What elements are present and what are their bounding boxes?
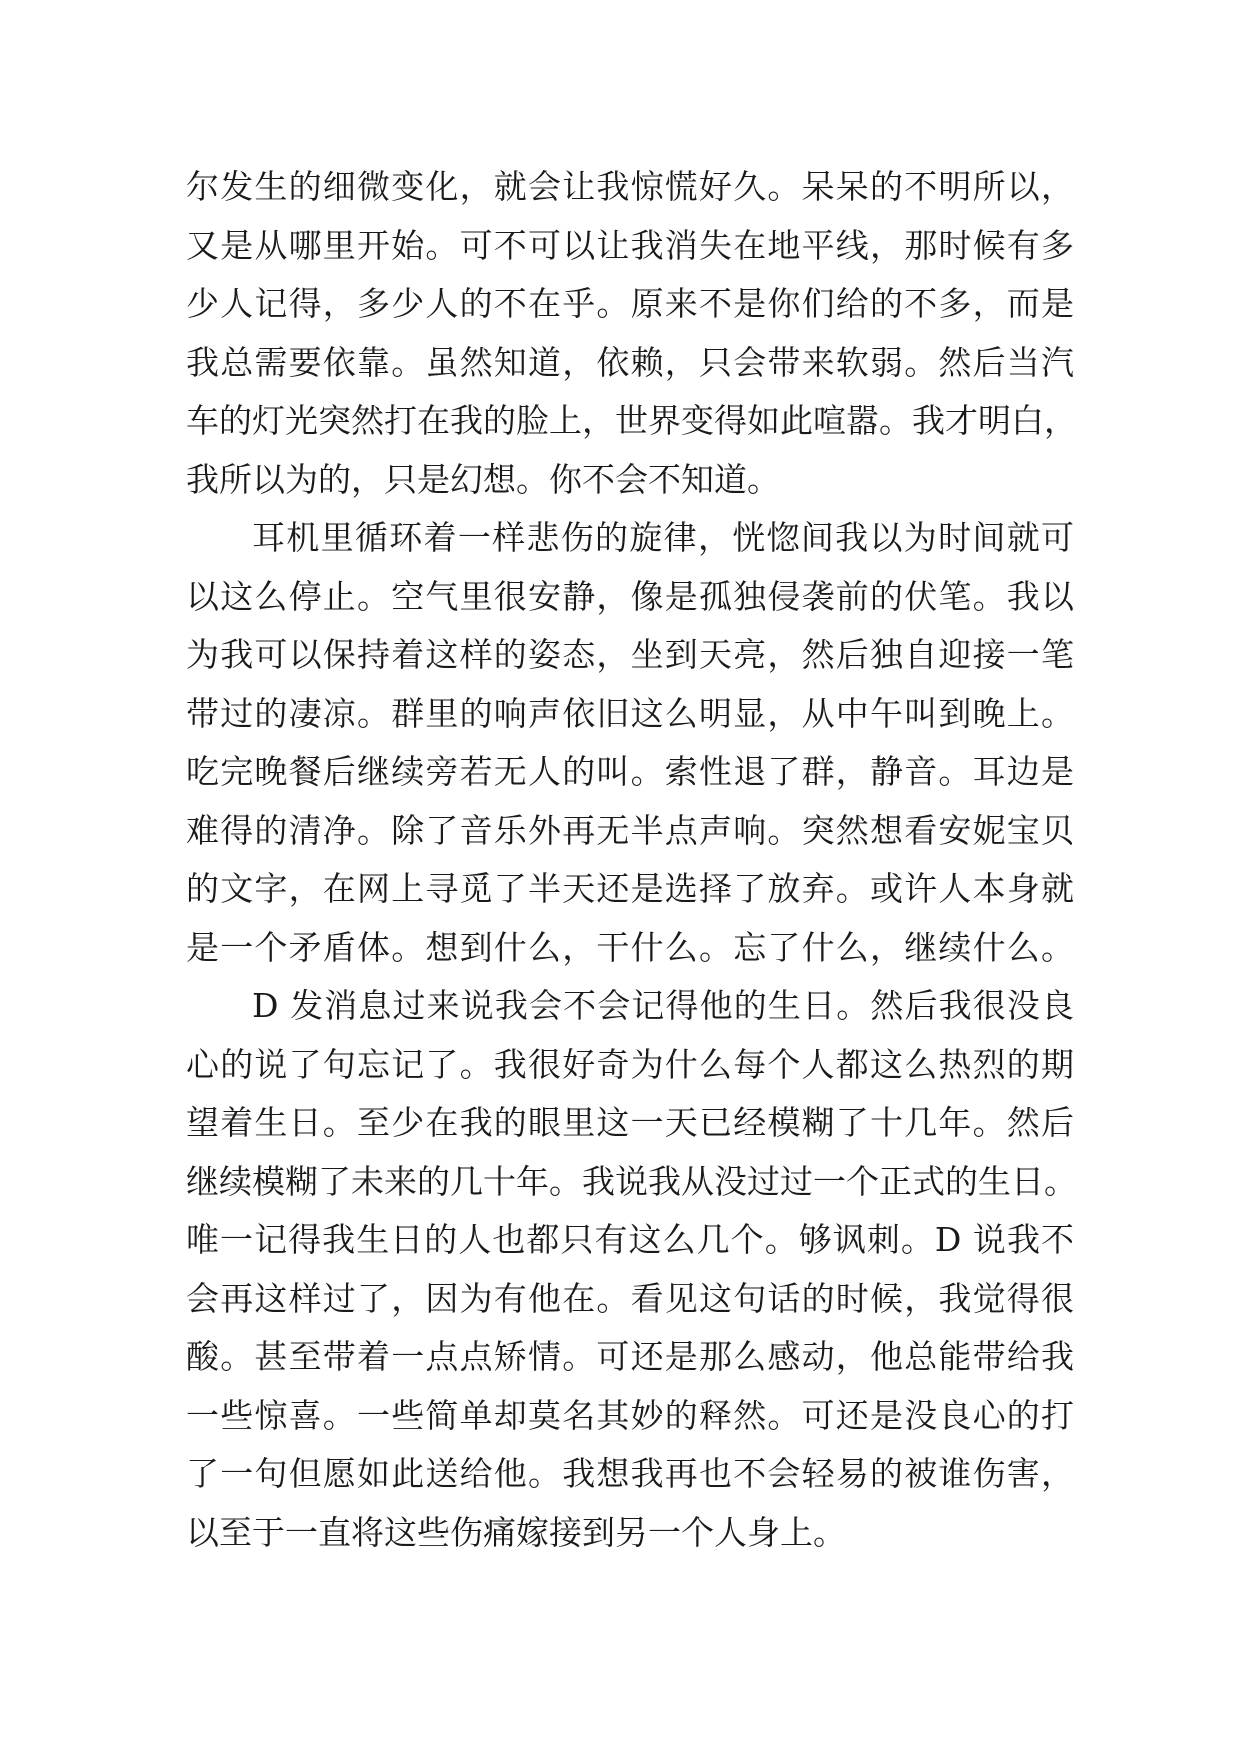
text-line: 我总需要依靠。虽然知道，依赖，只会带来软弱。然后当汽 bbox=[186, 342, 1074, 382]
text-line: 耳机里循环着一样悲伤的旋律，恍惚间我以为时间就可 bbox=[252, 518, 1074, 557]
text-line: 的文字，在网上寻觅了半天还是选择了放弃。或许人本身就 bbox=[186, 869, 1074, 908]
text-line: D 发消息过来说我会不会记得他的生日。然后我很没良 bbox=[252, 986, 1074, 1025]
paragraph-3 bbox=[186, 977, 1077, 1562]
text-line: 少人记得，多少人的不在乎。原来不是你们给的不多，而是 bbox=[186, 284, 1074, 323]
text-line: 尔发生的细微变化，就会让我惊慌好久。呆呆的不明所以， bbox=[186, 167, 1074, 206]
document-body bbox=[186, 158, 1077, 1562]
text-line: 酸。甚至带着一点点矫情。可还是那么感动，他总能带给我 bbox=[186, 1337, 1074, 1376]
text-line: 为我可以保持着这样的姿态，坐到天亮，然后独自迎接一笔 bbox=[186, 635, 1074, 674]
text-line: 心的说了句忘记了。我很好奇为什么每个人都这么热烈的期 bbox=[186, 1044, 1074, 1084]
text-line: 会再这样过了，因为有他在。看见这句话的时候，我觉得很 bbox=[186, 1278, 1074, 1318]
text-line: 以至于一直将这些伤痛嫁接到另一个人身上。 bbox=[186, 1512, 846, 1552]
text-line: 是一个矛盾体。想到什么，干什么。忘了什么，继续什么。 bbox=[186, 927, 1074, 967]
text-line: 难得的清净。除了音乐外再无半点声响。突然想看安妮宝贝 bbox=[186, 810, 1074, 850]
paragraph-2 bbox=[186, 509, 1074, 977]
text-line: 了一句但愿如此送给他。我想我再也不会轻易的被谁伤害， bbox=[186, 1454, 1074, 1493]
text-line: 继续模糊了未来的几十年。我说我从没过过一个正式的生日。 bbox=[186, 1161, 1077, 1201]
text-line: 车的灯光突然打在我的脸上，世界变得如此喧嚣。我才明白， bbox=[186, 401, 1077, 440]
text-line: 一些惊喜。一些简单却莫名其妙的释然。可还是没良心的打 bbox=[186, 1395, 1074, 1435]
text-line: 唯一记得我生日的人也都只有这么几个。够讽刺。D 说我不 bbox=[186, 1220, 1074, 1259]
paragraph-1 bbox=[186, 158, 1077, 509]
text-line: 望着生日。至少在我的眼里这一天已经模糊了十几年。然后 bbox=[186, 1103, 1074, 1142]
text-line: 以这么停止。空气里很安静，像是孤独侵袭前的伏笔。我以 bbox=[186, 576, 1074, 616]
text-line: 吃完晚餐后继续旁若无人的叫。索性退了群，静音。耳边是 bbox=[186, 752, 1074, 791]
text-line: 带过的凄凉。群里的响声依旧这么明显，从中午叫到晚上。 bbox=[186, 693, 1074, 733]
text-line: 我所以为的，只是幻想。你不会不知道。 bbox=[186, 459, 780, 499]
text-line: 又是从哪里开始。可不可以让我消失在地平线，那时候有多 bbox=[186, 225, 1074, 265]
